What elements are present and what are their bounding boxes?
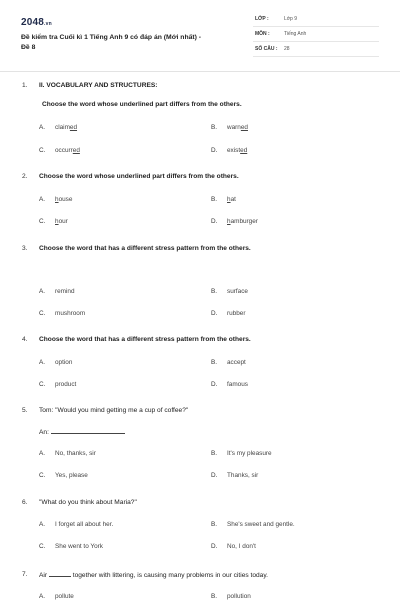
question-3-text: Choose the word that has a different stress pattern from the others. [39, 245, 251, 252]
q2-d-underlined: h [227, 218, 231, 225]
q3-option-b[interactable]: surface [227, 288, 248, 295]
q7-option-a[interactable]: pollute [55, 593, 74, 600]
q5-option-a-letter: A. [39, 450, 46, 457]
q5-answer-blank [51, 428, 125, 434]
title-line-2: Đề 8 [21, 44, 36, 51]
q6-option-c-letter: C. [39, 543, 46, 550]
meta-class-value: Lớp 9 [284, 16, 298, 22]
q1-b-pre: warn [227, 124, 241, 131]
q7-option-b[interactable]: pollution [227, 593, 251, 600]
q2-c-post: our [58, 218, 68, 225]
question-2-text: Choose the word whose underlined part differs from the others. [39, 173, 239, 180]
q5-answer-prefix: An: [39, 429, 49, 436]
site-logo[interactable] [21, 17, 52, 28]
q2-option-a-letter: A. [39, 196, 46, 203]
q4-option-b[interactable]: accept [227, 359, 246, 366]
q2-option-c-letter: C. [39, 218, 46, 225]
q1-a-underlined: ed [69, 124, 78, 131]
q1-a-pre: claim [55, 124, 70, 131]
section-heading: II. VOCABULARY AND STRUCTURES: [39, 82, 158, 89]
meta-question-count [253, 43, 379, 57]
q1-b-underlined: ed [240, 124, 248, 131]
q2-option-a[interactable] [55, 196, 72, 203]
q7-option-b-letter: B. [211, 593, 218, 600]
q5-option-a[interactable]: No, thanks, sir [55, 450, 96, 457]
q1-option-b[interactable] [227, 124, 248, 131]
q1-d-underlined: ed [240, 147, 248, 154]
q1-option-a-letter: A. [39, 124, 46, 131]
q6-option-b[interactable]: She's sweet and gentle. [227, 521, 295, 528]
q7-text-post: together with littering, is causing many problems in our cities today. [72, 572, 268, 579]
question-4-text: Choose the word that has a different stress pattern from the others. [39, 336, 251, 343]
q1-option-a[interactable] [55, 124, 77, 131]
q4-option-d[interactable]: famous [227, 381, 248, 388]
q7-option-a-letter: A. [39, 593, 46, 600]
q2-b-underlined: h [227, 196, 231, 203]
q1-option-d-letter: D. [211, 147, 218, 154]
q1-c-underlined: ed [72, 147, 80, 154]
q3-option-d-letter: D. [211, 310, 218, 317]
q5-option-d[interactable]: Thanks, sir [227, 472, 259, 479]
q5-option-b-letter: B. [211, 450, 218, 457]
q1-option-b-letter: B. [211, 124, 218, 131]
q5-option-b[interactable]: It's my pleasure [227, 450, 272, 457]
q2-option-c[interactable] [55, 218, 68, 225]
q7-text-pre: Air [39, 572, 48, 579]
q4-option-a[interactable]: option [55, 359, 73, 366]
meta-subject-label: MÔN : [255, 31, 270, 37]
question-3-number: 3. [22, 245, 28, 252]
q4-option-d-letter: D. [211, 381, 218, 388]
meta-count-label: SỐ CÂU : [255, 46, 278, 52]
q2-d-post: amburger [230, 218, 258, 225]
q5-option-d-letter: D. [211, 472, 218, 479]
q1-c-pre: occurr [55, 147, 73, 154]
meta-count-value: 28 [284, 46, 290, 52]
header-divider [0, 71, 400, 72]
question-6-text: "What do you think about Maria?" [39, 499, 137, 506]
q2-option-b-letter: B. [211, 196, 218, 203]
q7-blank [49, 571, 71, 577]
q4-option-c[interactable]: product [55, 381, 77, 388]
meta-class-label: LỚP : [255, 16, 269, 22]
question-2-number: 2. [22, 173, 28, 180]
q6-option-a[interactable]: I forget all about her. [55, 521, 114, 528]
q2-option-d-letter: D. [211, 218, 218, 225]
q3-option-c[interactable]: mushroom [55, 310, 86, 317]
question-7-number: 7. [22, 571, 28, 578]
q1-d-pre: exist [227, 147, 241, 154]
q1-option-d[interactable] [227, 147, 247, 154]
question-5-text: Tom: "Would you mind getting me a cup of coffee?" [39, 407, 189, 414]
title-line-1: Đề kiểm tra Cuối kì 1 Tiếng Anh 9 có đáp án (Mới nhất) - [21, 34, 202, 41]
question-1-number: 1. [22, 82, 28, 89]
question-1-text: Choose the word whose underlined part differs from the others. [42, 101, 242, 108]
q2-option-b[interactable] [227, 196, 236, 203]
q6-option-b-letter: B. [211, 521, 218, 528]
q4-option-a-letter: A. [39, 359, 46, 366]
question-7-text [39, 571, 268, 579]
meta-class [253, 13, 379, 27]
logo-suffix: .vn [44, 21, 52, 27]
q5-answer-line [39, 428, 125, 436]
q6-option-d[interactable]: No, I don't [227, 543, 256, 550]
q1-option-c-letter: C. [39, 147, 46, 154]
q3-option-d[interactable]: rubber [227, 310, 246, 317]
q6-option-a-letter: A. [39, 521, 46, 528]
q2-a-underlined: h [55, 196, 59, 203]
meta-subject [253, 28, 379, 42]
meta-subject-value: Tiếng Anh [284, 31, 307, 37]
q5-option-c[interactable]: Yes, please [55, 472, 88, 479]
q6-option-c[interactable]: She went to York [55, 543, 103, 550]
q5-option-c-letter: C. [39, 472, 46, 479]
q2-b-post: at [230, 196, 236, 203]
q3-option-b-letter: B. [211, 288, 218, 295]
question-4-number: 4. [22, 336, 28, 343]
q3-option-a-letter: A. [39, 288, 46, 295]
q3-option-a[interactable]: remind [55, 288, 75, 295]
q2-option-d[interactable] [227, 218, 258, 225]
document-title [21, 33, 236, 53]
q2-c-underlined: h [55, 218, 59, 225]
q4-option-b-letter: B. [211, 359, 218, 366]
q4-option-c-letter: C. [39, 381, 46, 388]
q6-option-d-letter: D. [211, 543, 218, 550]
logo-main: 2048 [21, 17, 45, 28]
question-6-number: 6. [22, 499, 28, 506]
q1-option-c[interactable] [55, 147, 80, 154]
question-5-number: 5. [22, 407, 28, 414]
exam-header [0, 0, 400, 75]
q3-option-c-letter: C. [39, 310, 46, 317]
q2-a-post: ouse [58, 196, 73, 203]
